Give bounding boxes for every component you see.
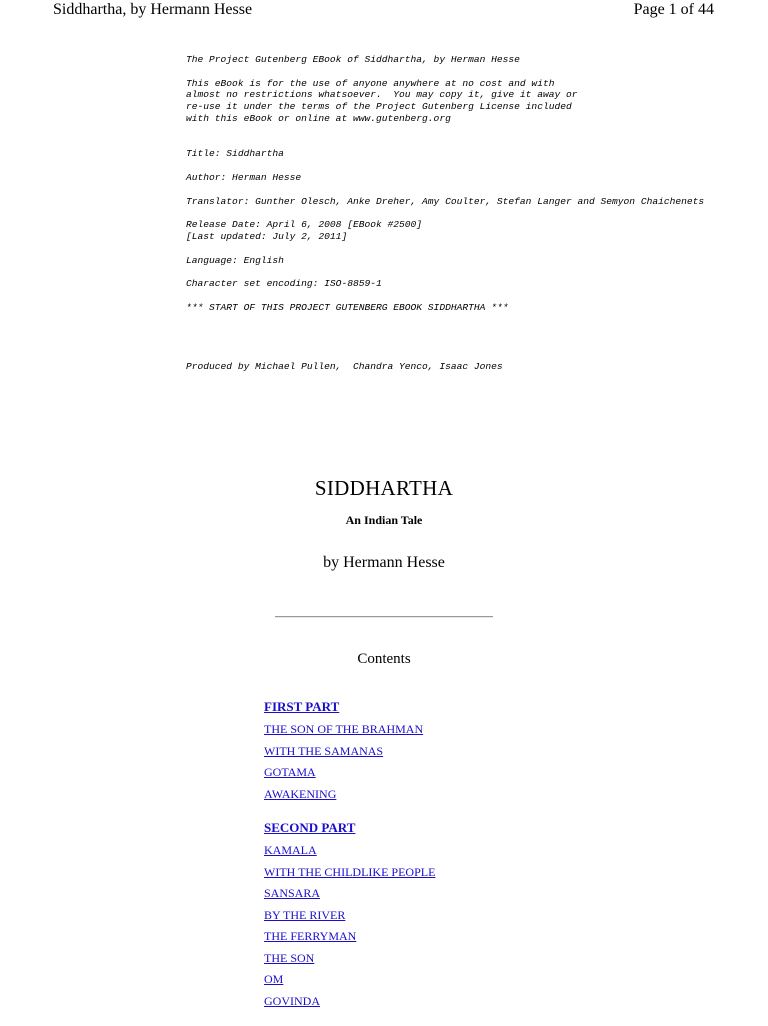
- toc-chapter-link[interactable]: AWAKENING: [264, 786, 337, 801]
- horizontal-divider: [275, 616, 493, 618]
- license-line: Release Date: April 6, 2008 [EBook #2500]: [186, 219, 423, 231]
- table-of-contents: [264, 698, 564, 1026]
- license-line: [186, 349, 746, 361]
- toc-chapter-link[interactable]: WITH THE CHILDLIKE PEOPLE: [264, 864, 436, 879]
- toc-part-group: [264, 819, 564, 1012]
- license-line: [186, 160, 746, 172]
- license-line: This eBook is for the use of anyone anywhere at no cost and with: [186, 77, 555, 89]
- book-subtitle: An Indian Tale: [345, 513, 423, 527]
- toc-chapter-link[interactable]: KAMALA: [264, 843, 317, 857]
- license-line: *** START OF THIS PROJECT GUTENBERG EBOOK SIDDHARTHA ***: [186, 301, 509, 313]
- toc-part-group: [264, 698, 564, 805]
- toc-chapter-link[interactable]: THE SON OF THE BRAHMAN: [264, 722, 424, 736]
- license-line: Character set encoding: ISO-8859-1: [186, 278, 382, 290]
- toc-chapter-link[interactable]: SANSARA: [264, 886, 321, 900]
- license-line: Translator: Gunther Olesch, Anke Dreher, Amy Coulter, Stefan Langer and Semyon Chaichenets: [186, 195, 705, 207]
- license-line: with this eBook or online at www.gutenberg.org: [186, 112, 451, 124]
- license-line: [186, 314, 746, 326]
- license-line: re-use it under the terms of the Project Gutenberg License included: [186, 101, 572, 113]
- license-line: [186, 337, 746, 349]
- license-line: almost no restrictions whatsoever. You may copy it, give it away or: [186, 89, 578, 101]
- gutenberg-license-block: [186, 54, 746, 373]
- page-header: [0, 0, 768, 22]
- page-indicator: Page 1 of 44: [633, 1, 714, 18]
- license-line: [186, 184, 746, 196]
- document-title-header: Siddhartha, by Hermann Hesse: [53, 1, 253, 18]
- license-line: [186, 243, 746, 255]
- toc-chapter-link[interactable]: GOTAMA: [264, 765, 316, 779]
- contents-heading: Contents: [357, 651, 411, 667]
- toc-chapter-link[interactable]: GOVINDA: [264, 993, 320, 1008]
- license-line: [186, 290, 746, 302]
- toc-chapter-link[interactable]: WITH THE SAMANAS: [264, 743, 384, 758]
- license-line: [186, 125, 746, 137]
- license-line: Title: Siddhartha: [186, 148, 284, 160]
- license-line: Author: Herman Hesse: [186, 171, 302, 183]
- toc-chapter-link[interactable]: BY THE RIVER: [264, 907, 346, 922]
- book-title: SIDDHARTHA: [314, 476, 454, 500]
- license-line: [Last updated: July 2, 2011]: [186, 230, 348, 242]
- toc-chapter-link[interactable]: THE FERRYMAN: [264, 929, 357, 943]
- license-line: [186, 325, 746, 337]
- license-line: The Project Gutenberg EBook of Siddhartha, by Herman Hesse: [186, 54, 520, 65]
- license-line: [186, 66, 746, 78]
- license-line: Language: English: [186, 254, 284, 266]
- license-line: [186, 266, 746, 278]
- license-line: [186, 137, 746, 149]
- toc-chapter-link[interactable]: THE SON: [264, 950, 315, 965]
- license-line: [186, 207, 746, 219]
- toc-part-link[interactable]: SECOND PART: [264, 820, 356, 835]
- license-line: Produced by Michael Pullen, Chandra Yenco, Isaac Jones: [186, 360, 503, 372]
- toc-chapter-link[interactable]: OM: [264, 972, 284, 986]
- toc-part-link[interactable]: FIRST PART: [264, 699, 340, 714]
- book-author: by Hermann Hesse: [323, 554, 445, 571]
